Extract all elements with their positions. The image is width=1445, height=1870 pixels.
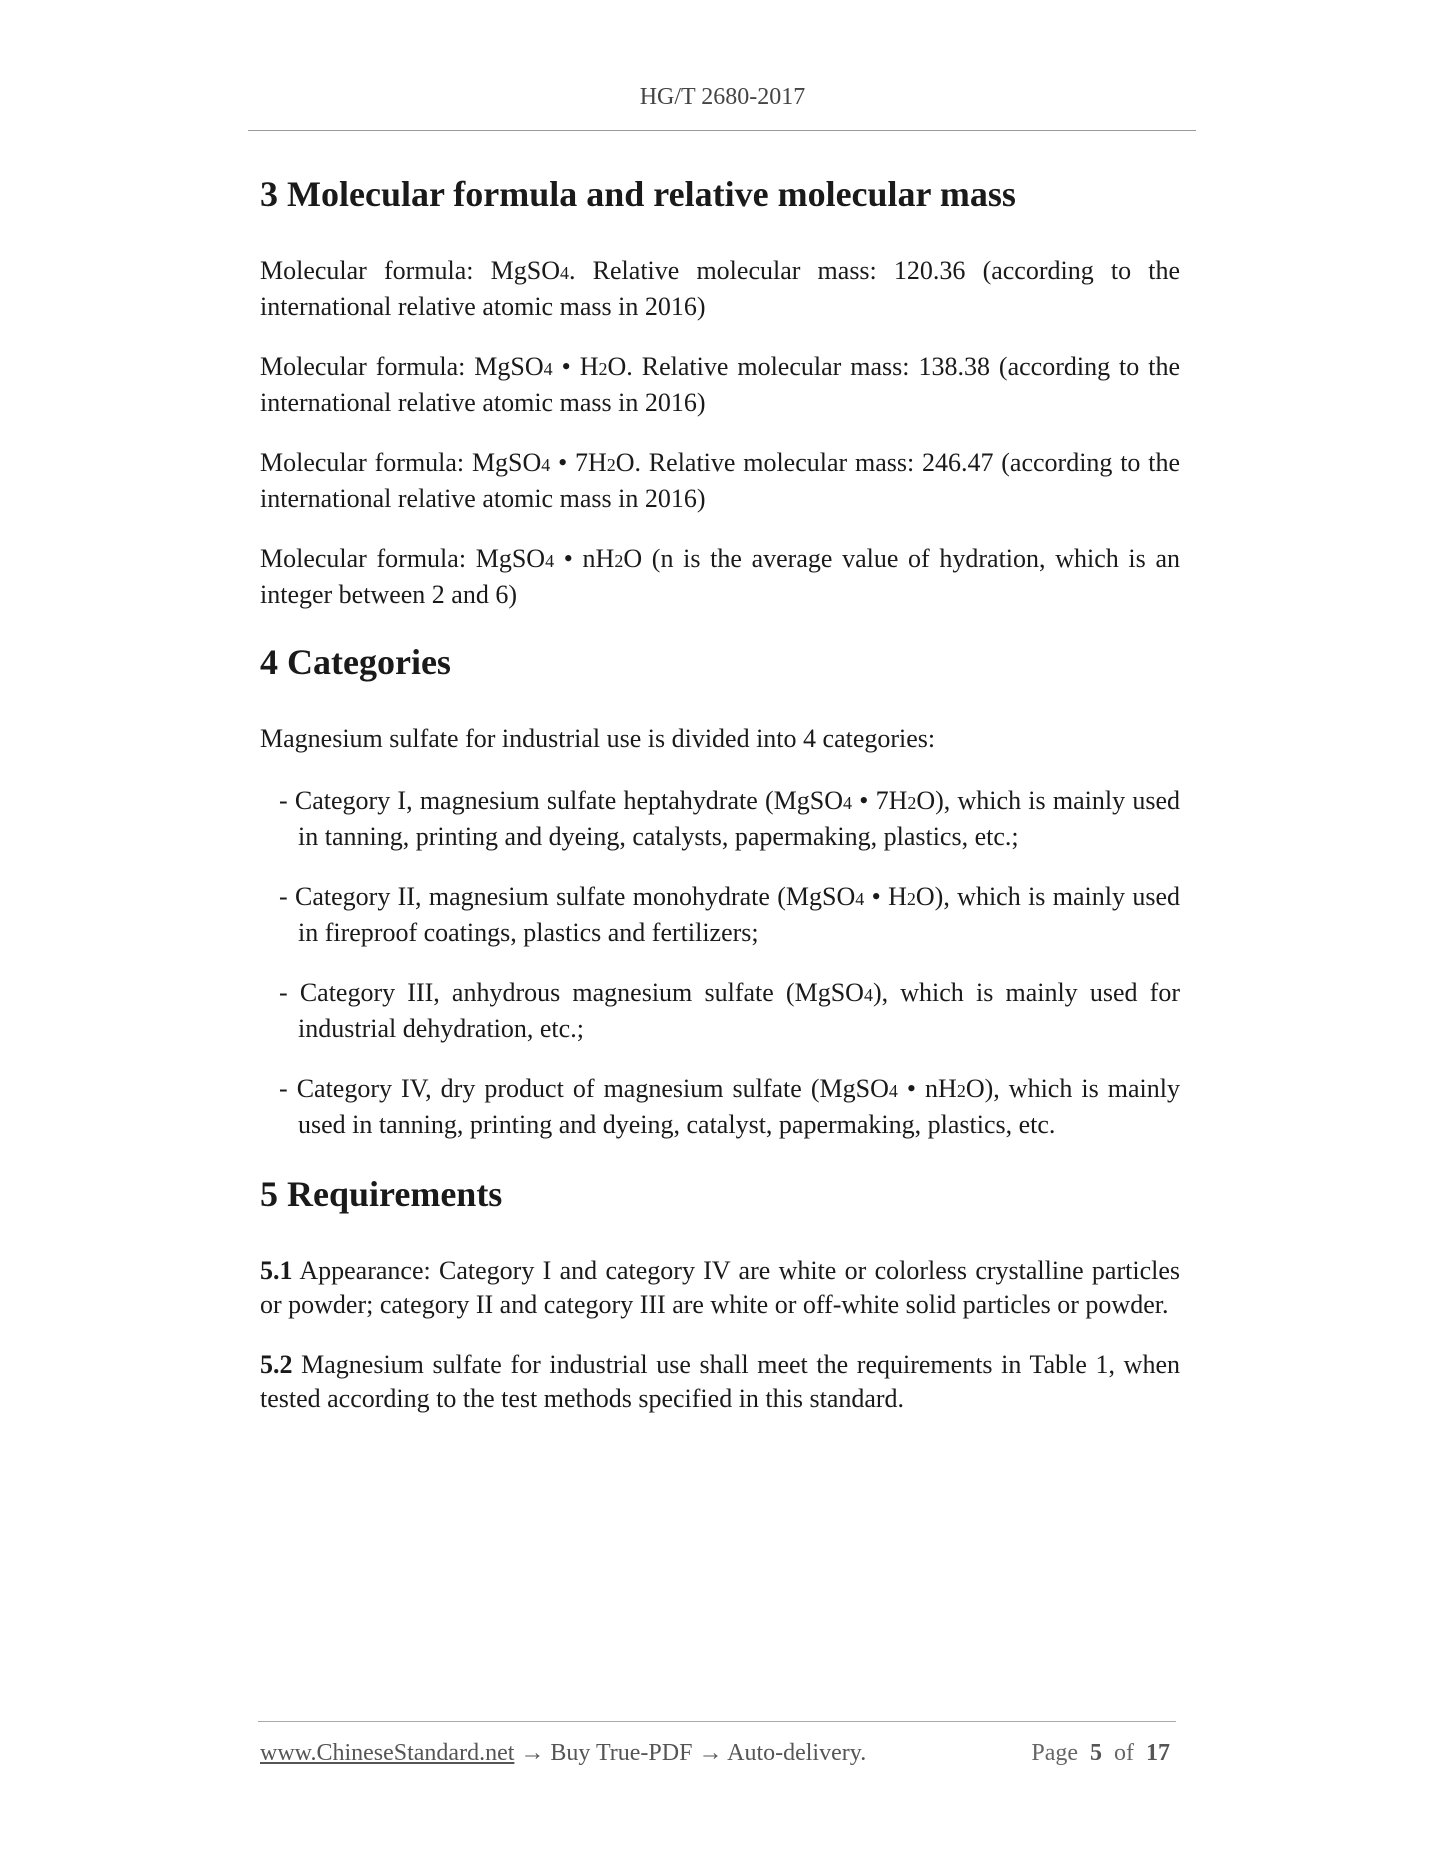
item-text: • nH xyxy=(897,1074,957,1103)
item-text: - Category I, magnesium sulfate heptahydrate (MgSO xyxy=(279,786,843,815)
formula-text: Molecular formula: MgSO xyxy=(260,352,544,381)
formula-rest: O (n is the average value of hydration, which is an integer between 2 and 6) xyxy=(260,544,1180,609)
page-label: Page xyxy=(1031,1740,1078,1766)
item-text: O), which is mainly used in tanning, printing and dyeing, catalyst, papermaking, plastics, etc. xyxy=(298,1074,1180,1139)
item-text: - Category III, anhydrous magnesium sulfate (MgSO xyxy=(279,978,864,1007)
categories-intro: Magnesium sulfate for industrial use is divided into 4 categories: xyxy=(260,724,936,753)
subscript: 4 xyxy=(843,793,852,813)
item-text: • 7H xyxy=(852,786,908,815)
item-text: ), which is mainly used for industrial dehydration, etc.; xyxy=(298,978,1180,1043)
item-text: - Category IV, dry product of magnesium sulfate (MgSO xyxy=(279,1074,889,1103)
subscript: 4 xyxy=(541,455,551,475)
clause-text: Magnesium sulfate for industrial use shall meet the requirements in Table 1, when tested according to the test methods specified in this standard. xyxy=(260,1350,1180,1413)
formula-text: Molecular formula: MgSO xyxy=(260,256,561,285)
item-text: - Category II, magnesium sulfate monohydrate (MgSO xyxy=(279,882,856,911)
subscript: 4 xyxy=(545,551,555,571)
formula-paragraph-3 xyxy=(260,446,1180,516)
item-text: • H xyxy=(864,882,907,911)
section-4-heading: 4 Categories xyxy=(260,642,451,682)
category-item-1 xyxy=(250,784,1180,854)
formula-rest: O. Relative molecular mass: 138.38 (according to the international relative atomic mass in 2016) xyxy=(260,352,1181,417)
subscript: 4 xyxy=(560,263,570,283)
page-content xyxy=(260,170,1180,1442)
website-link[interactable]: www.ChineseStandard.net xyxy=(260,1740,515,1766)
category-item-2 xyxy=(250,880,1180,950)
of-label: of xyxy=(1114,1740,1134,1766)
item-text: O), which is mainly used in tanning, printing and dyeing, catalysts, papermaking, plastics, etc.; xyxy=(298,786,1180,851)
formula-mid: • H xyxy=(552,352,599,381)
subscript: 2 xyxy=(907,793,917,813)
document-code-header: HG/T 2680-2017 xyxy=(639,84,806,110)
formula-paragraph-4 xyxy=(260,542,1180,612)
category-item-4 xyxy=(250,1072,1180,1142)
clause-text: Appearance: Category I and category IV are white or colorless crystalline particles or powder; category II and category III are white or off-white solid particles or powder. xyxy=(260,1256,1180,1319)
subscript: 2 xyxy=(956,1081,966,1101)
formula-mid: • 7H xyxy=(550,448,607,477)
subscript: 2 xyxy=(598,359,608,379)
clause-number: 5.1 xyxy=(260,1256,293,1285)
formula-mid: • nH xyxy=(554,544,615,573)
page-total: 17 xyxy=(1146,1740,1170,1766)
formula-rest: . Relative molecular mass: 120.36 (according to the international relative atomic mass in 2016) xyxy=(260,256,1181,321)
footer-promo-text: → Buy True-PDF → Auto-delivery. xyxy=(514,1740,867,1766)
formula-text: Molecular formula: MgSO xyxy=(260,448,542,477)
clause-5-2 xyxy=(260,1348,1180,1416)
formula-text: Molecular formula: MgSO xyxy=(260,544,546,573)
formula-paragraph-1 xyxy=(260,254,1180,324)
page-number: 5 xyxy=(1090,1740,1102,1766)
subscript: 4 xyxy=(855,889,865,909)
subscript: 4 xyxy=(543,359,553,379)
formula-paragraph-2 xyxy=(260,350,1180,420)
formula-rest: O. Relative molecular mass: 246.47 (according to the international relative atomic mass in 2016) xyxy=(260,448,1180,513)
subscript: 2 xyxy=(606,455,616,475)
footer-promo xyxy=(260,1740,866,1767)
item-text: O), which is mainly used in fireproof coatings, plastics and fertilizers; xyxy=(298,882,1180,947)
subscript: 4 xyxy=(863,985,873,1005)
subscript: 2 xyxy=(906,889,916,909)
section-3-heading: 3 Molecular formula and relative molecular mass xyxy=(260,174,1016,214)
page-indicator xyxy=(1031,1740,1170,1767)
clause-number: 5.2 xyxy=(260,1350,293,1379)
subscript: 4 xyxy=(888,1081,898,1101)
section-5-heading: 5 Requirements xyxy=(260,1174,503,1214)
subscript: 2 xyxy=(614,551,624,571)
footer-divider xyxy=(258,1721,1176,1722)
category-item-3 xyxy=(250,976,1180,1046)
clause-5-1 xyxy=(260,1254,1180,1322)
header-divider xyxy=(248,130,1196,131)
